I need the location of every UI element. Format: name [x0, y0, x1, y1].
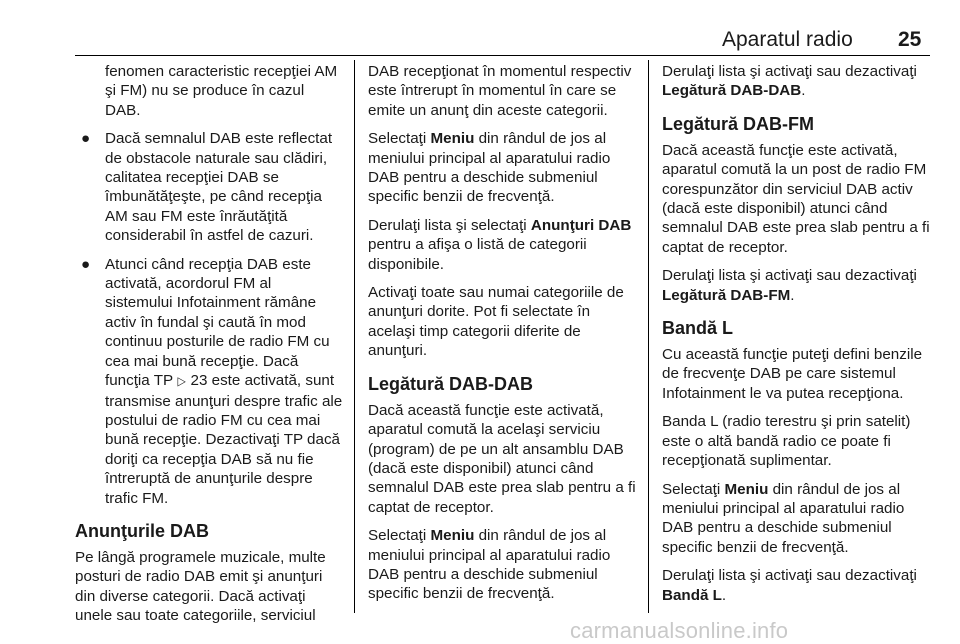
page-number: 25: [898, 28, 922, 51]
menu-term: Meniu: [724, 480, 769, 498]
section-title: Aparatul radio: [722, 28, 853, 51]
menu-term: Bandă L: [662, 586, 722, 604]
column-2: [368, 62, 636, 613]
heading-legatura-dab-dab: Legătură DAB-DAB: [368, 373, 534, 394]
bullet-item: [75, 255, 343, 508]
column-divider-2: [648, 60, 649, 613]
paragraph: Derulaţi lista şi activaţi sau dezactivaţi Bandă L.: [662, 567, 917, 604]
paragraph: Dacă această funcţie este activată, aparatul comută la acelaşi serviciu (program) de pe un alt ansamblu DAB (dacă este disponibil) atunci când semnalul DAB este prea slab pentru a fi captat de receptor.: [368, 401, 636, 516]
menu-term: Meniu: [430, 130, 475, 148]
paragraph: Dacă această funcţie este activată, aparatul comută la un post de radio FM corespunzător din serviciul DAB activ (dacă este disponibil) atunci când semnalul DAB este prea slab pentru a fi captat de receptor.: [662, 141, 930, 256]
page-reference[interactable]: 23: [190, 372, 208, 390]
paragraph: Derulaţi lista şi selectaţi Anunţuri DAB pentru a afişa o listă de categorii disponibile.: [368, 216, 632, 273]
menu-term: Legătură DAB-DAB: [662, 82, 802, 100]
menu-term: Meniu: [430, 527, 475, 545]
bullet-dot-icon: ●: [81, 130, 91, 148]
page-reference-arrow-icon: ▷: [177, 374, 186, 389]
watermark: carmanualsonline.info: [570, 618, 789, 643]
bullet-text: Atunci când recepţia DAB este activată, acordorul FM al sistemului Infotainment rămâne activ în fundal şi caută în mod continuu posturile de radio FM cu cea mai bună recepţie. Dacă funcţia TP: [105, 255, 330, 390]
column-3: [662, 62, 930, 614]
continued-bullet-text: fenomen caracteristic recepţiei AM şi FM) nu se produce în cazul DAB.: [105, 63, 338, 119]
bullet-text-continued: este activată, sunt transmise anunţuri despre trafic ale postului de radio FM cu cea mai bună recepţie. Dezactivaţi TP dacă doriţi ca recepţia DAB să nu fie întreruptă de anunţurile despre trafic FM.: [105, 372, 343, 507]
menu-term: Anunţuri DAB: [530, 216, 632, 234]
paragraph: Derulaţi lista şi activaţi sau dezactivaţi Legătură DAB-DAB.: [662, 63, 917, 100]
paragraph: Cu această funcţie puteţi defini benzile de frecvenţe DAB pe care sistemul Infotainment le va putea recepţiona.: [662, 346, 923, 402]
menu-term: Legătură DAB-FM: [662, 286, 791, 304]
paragraph: Banda L (radio terestru şi prin satelit) este o altă bandă radio ce poate fi recepţionată suplimentar.: [662, 413, 911, 470]
paragraph: Activaţi toate sau numai categoriile de anunţuri dorite. Pot fi selectate în acelaşi timp categorii diferite de anunţuri.: [368, 284, 624, 360]
bullet-item: [75, 129, 343, 245]
heading-anunturile-dab: Anunţurile DAB: [75, 520, 209, 541]
paragraph: Derulaţi lista şi activaţi sau dezactivaţi Legătură DAB-FM.: [662, 267, 917, 304]
heading-banda-l: Bandă L: [662, 318, 734, 339]
paragraph: Selectaţi Meniu din rândul de jos al meniului principal al aparatului radio DAB pentru a deschide submeniul specific benzii de frecvenţă.: [368, 130, 611, 206]
column-divider-1: [354, 60, 355, 613]
bullet-dot-icon: ●: [81, 255, 91, 273]
paragraph: Pe lângă programele muzicale, multe posturi de radio DAB emit şi anunţuri din diverse categorii. Dacă activaţi unele sau toate categoriile, serviciul: [75, 548, 326, 625]
header-rule: [75, 55, 930, 56]
heading-legatura-dab-fm: Legătură DAB-FM: [662, 113, 814, 134]
bullet-text: Dacă semnalul DAB este reflectat de obstacole naturale sau clădiri, calitatea recepţiei DAB se îmbunătăţeşte, pe când recepţia AM sau FM este înrăutăţită considerabil în astfel de cazuri.: [105, 130, 333, 245]
paragraph: DAB recepţionat în momentul respectiv este întrerupt în momentul în care se emite un anunţ din aceste categorii.: [368, 63, 632, 119]
paragraph: Selectaţi Meniu din rândul de jos al meniului principal al aparatului radio DAB pentru a deschide submeniul specific benzii de frecvenţă.: [662, 480, 905, 556]
paragraph: Selectaţi Meniu din rândul de jos al meniului principal al aparatului radio DAB pentru a deschide submeniul specific benzii de frecvenţă.: [368, 527, 611, 603]
column-1: [75, 62, 343, 635]
